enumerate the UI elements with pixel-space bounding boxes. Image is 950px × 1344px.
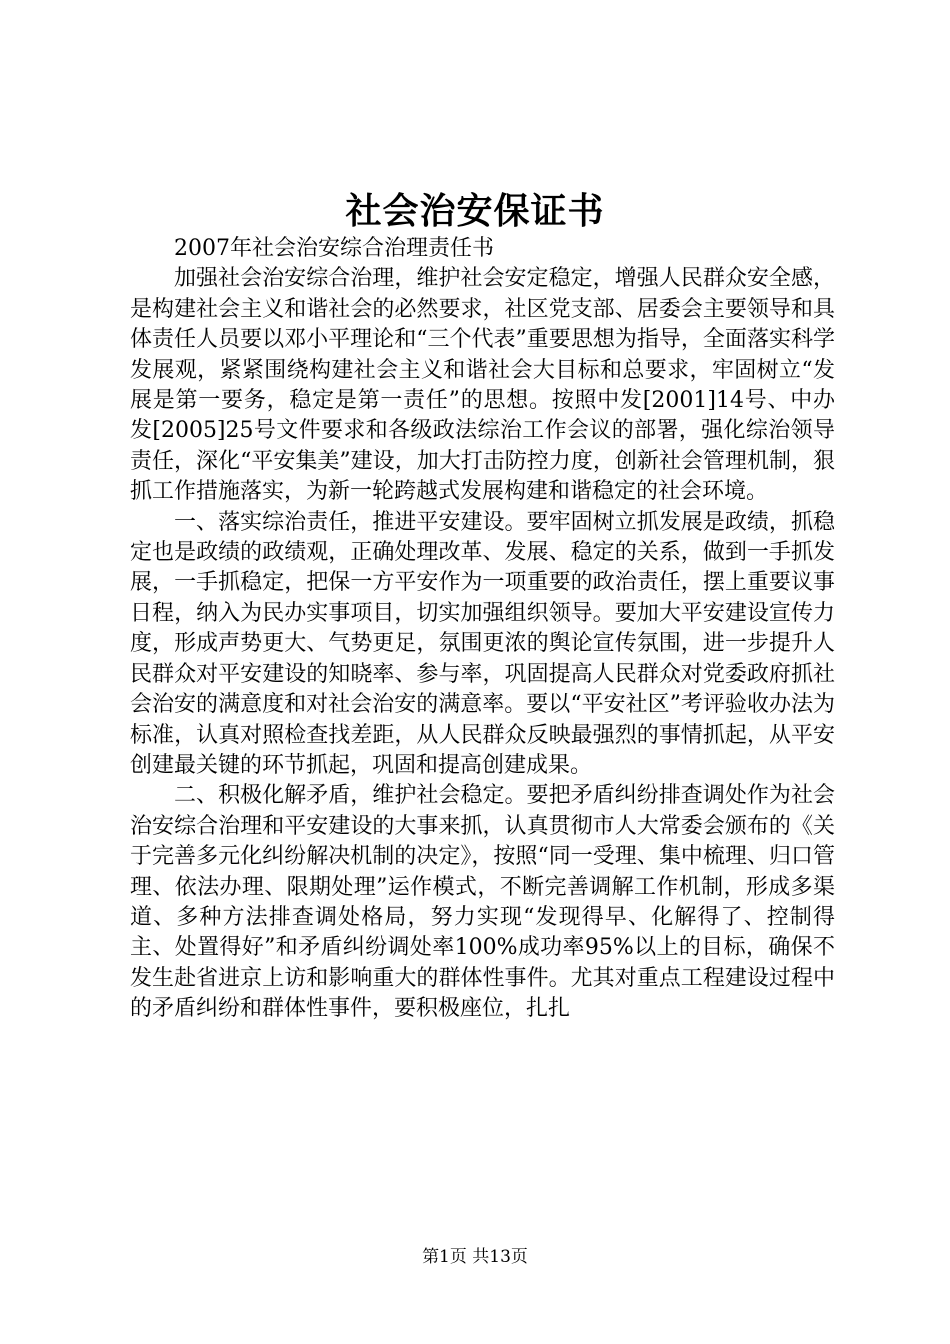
paragraph-section-1: 一、落实综治责任，推进平安建设。要牢固树立抓发展是政绩，抓稳定也是政绩的政绩观，正确处理改革、发展、稳定的关系，做到一手抓发展，一手抓稳定，把保一方平安作为一项重要的政治责任，摆上重要议事日程，纳入为民办实事项目，切实加强组织领导。要加大平安建设宣传力度，形成声势更大、气势更足，氛围更浓的舆论宣传氛围，进一步提升人民群众对平安建设的知晓率、参与率，巩固提高人民群众对党委政府抓社会治安的满意度和对社会治安的满意率。要以“平安社区”考评验收办法为标准，认真对照检查找差距，从人民群众反映最强烈的事情抓起，从平安创建最关键的环节抓起，巩固和提高创建成果。 (130, 509, 835, 778)
page-number-footer: 第1页 共13页 (422, 1247, 528, 1267)
document-subtitle: 2007年社会治安综合治理责任书 (174, 236, 494, 261)
page-title: 社会治安保证书 (345, 190, 605, 232)
paragraph-section-2: 二、积极化解矛盾，维护社会稳定。要把矛盾纠纷排查调处作为社会治安综合治理和平安建设的大事来抓，认真贯彻市人大常委会颁布的《关于完善多元化纠纷解决机制的决定》，按照“同一受理、集中梳理、归口管理、依法办理、限期处理”运作模式，不断完善调解工作机制，形成多渠道、多种方法排查调处格局，努力实现“发现得早、化解得了、控制得主、处置得好”和矛盾纠纷调处率100%成功率95%以上的目标，确保不发生赴省进京上访和影响重大的群体性事件。尤其对重点工程建设过程中的矛盾纠纷和群体性事件，要积极座位，扎扎 (130, 783, 835, 1022)
paragraph-intro: 加强社会治安综合治理，维护社会安定稳定，增强人民群众安全感，是构建社会主义和谐社会的必然要求，社区党支部、居委会主要领导和具体责任人员要以邓小平理论和“三个代表”重要思想为指导，全面落实科学发展观，紧紧围绕构建社会主义和谐社会大目标和总要求，牢固树立“发展是第一要务，稳定是第一责任”的思想。按照中发[2001]14号、中办发[2005]25号文件要求和各级政法综治工作会议的部署，强化综治领导责任，深化“平安集美”建设，加大打击防控力度，创新社会管理机制，狠抓工作措施落实，为新一轮跨越式发展构建和谐稳定的社会环境。 (130, 266, 835, 505)
document-body (130, 234, 835, 1025)
